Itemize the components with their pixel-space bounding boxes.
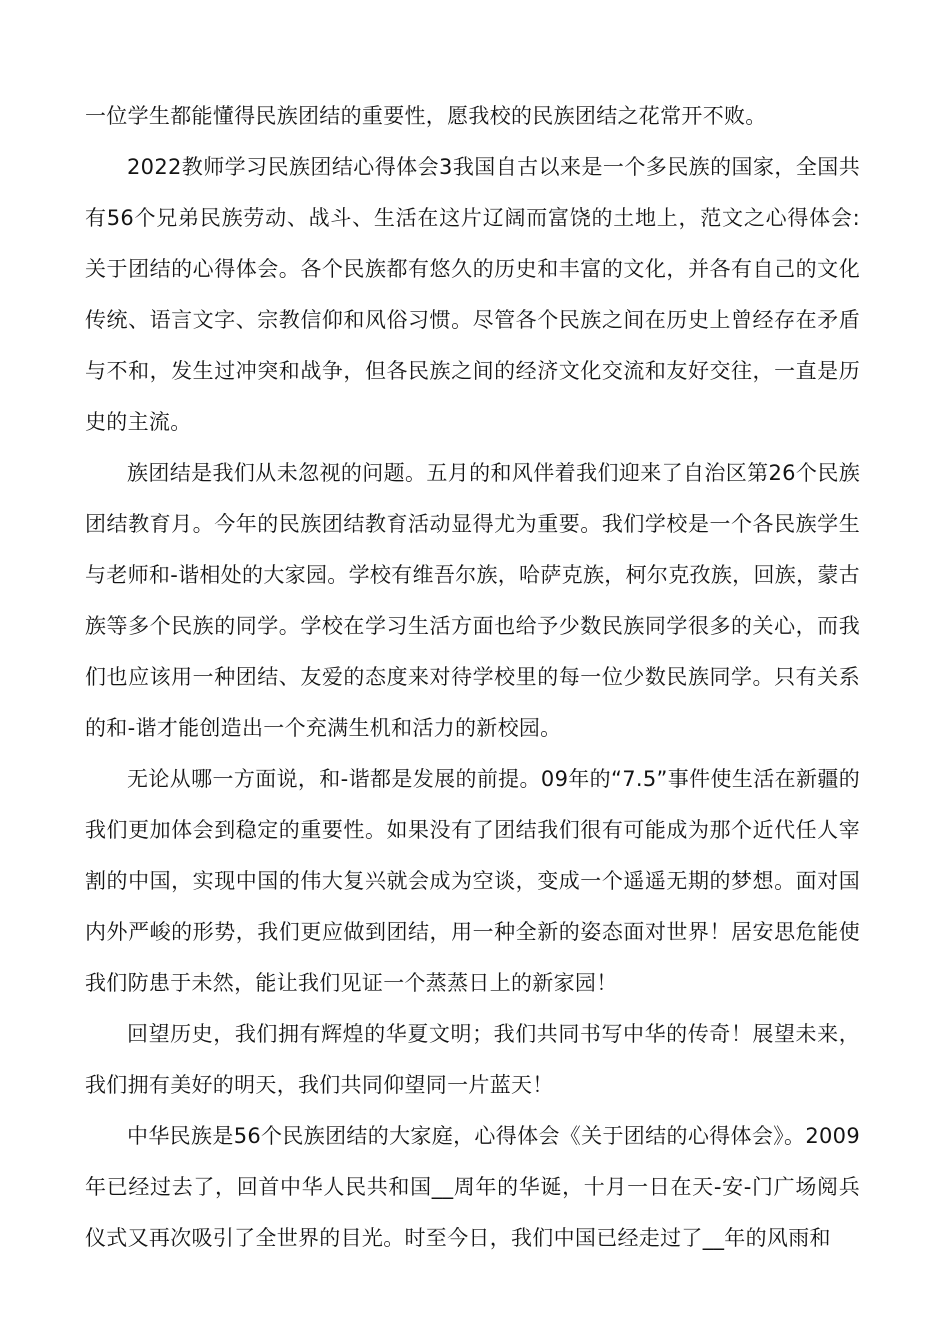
paragraph-4: 无论从哪一方面说，和-谐都是发展的前提。09年的“7.5”事件使生活在新疆的我们更加体会到稳定的重要性。如果没有了团结我们很有可能成为那个近代任人宰割的中国，实现中国的伟大复兴就会成为空谈，变成一个遥遥无期的梦想。面对国内外严峻的形势，我们更应做到团结，用一种全新的姿态面对世界！居安思危能使我们防患于未然，能让我们见证一个蒸蒸日上的新家园！ [85, 767, 860, 995]
paragraph-3: 族团结是我们从未忽视的问题。五月的和风伴着我们迎来了自治区第26个民族团结教育月。今年的民族团结教育活动显得尤为重要。我们学校是一个各民族学生与老师和-谐相处的大家园。学校有维吾尔族，哈萨克族，柯尔克孜族，回族，蒙古族等多个民族的同学。学校在学习生活方面也给予少数民族同学很多的关心，而我们也应该用一种团结、友爱的态度来对待学校里的每一位少数民族同学。只有关系的和-谐才能创造出一个充满生机和活力的新校园。 [85, 461, 860, 740]
paragraph-2: 2022教师学习民族团结心得体会3我国自古以来是一个多民族的国家，全国共有56个兄弟民族劳动、战斗、生活在这片辽阔而富饶的土地上，范文之心得体会:关于团结的心得体会。各个民族都有悠久的历史和丰富的文化，并各有自己的文化传统、语言文字、宗教信仰和风俗习惯。尽管各个民族之间在历史上曾经存在矛盾与不和，发生过冲突和战争，但各民族之间的经济文化交流和友好交往，一直是历史的主流。 [85, 155, 860, 434]
paragraph-1: 一位学生都能懂得民族团结的重要性，愿我校的民族团结之花常开不败。 [85, 104, 767, 128]
paragraph-6: 中华民族是56个民族团结的大家庭，心得体会《关于团结的心得体会》。2009年已经过去了，回首中华人民共和国__周年的华诞，十月一日在天-安-门广场阅兵仪式又再次吸引了全世界的目光。时至今日，我们中国已经走过了__年的风雨和 [85, 1124, 860, 1250]
document-body [85, 91, 860, 1264]
paragraph-5: 回望历史，我们拥有辉煌的华夏文明；我们共同书写中华的传奇！展望未来，我们拥有美好的明天，我们共同仰望同一片蓝天！ [85, 1022, 860, 1097]
